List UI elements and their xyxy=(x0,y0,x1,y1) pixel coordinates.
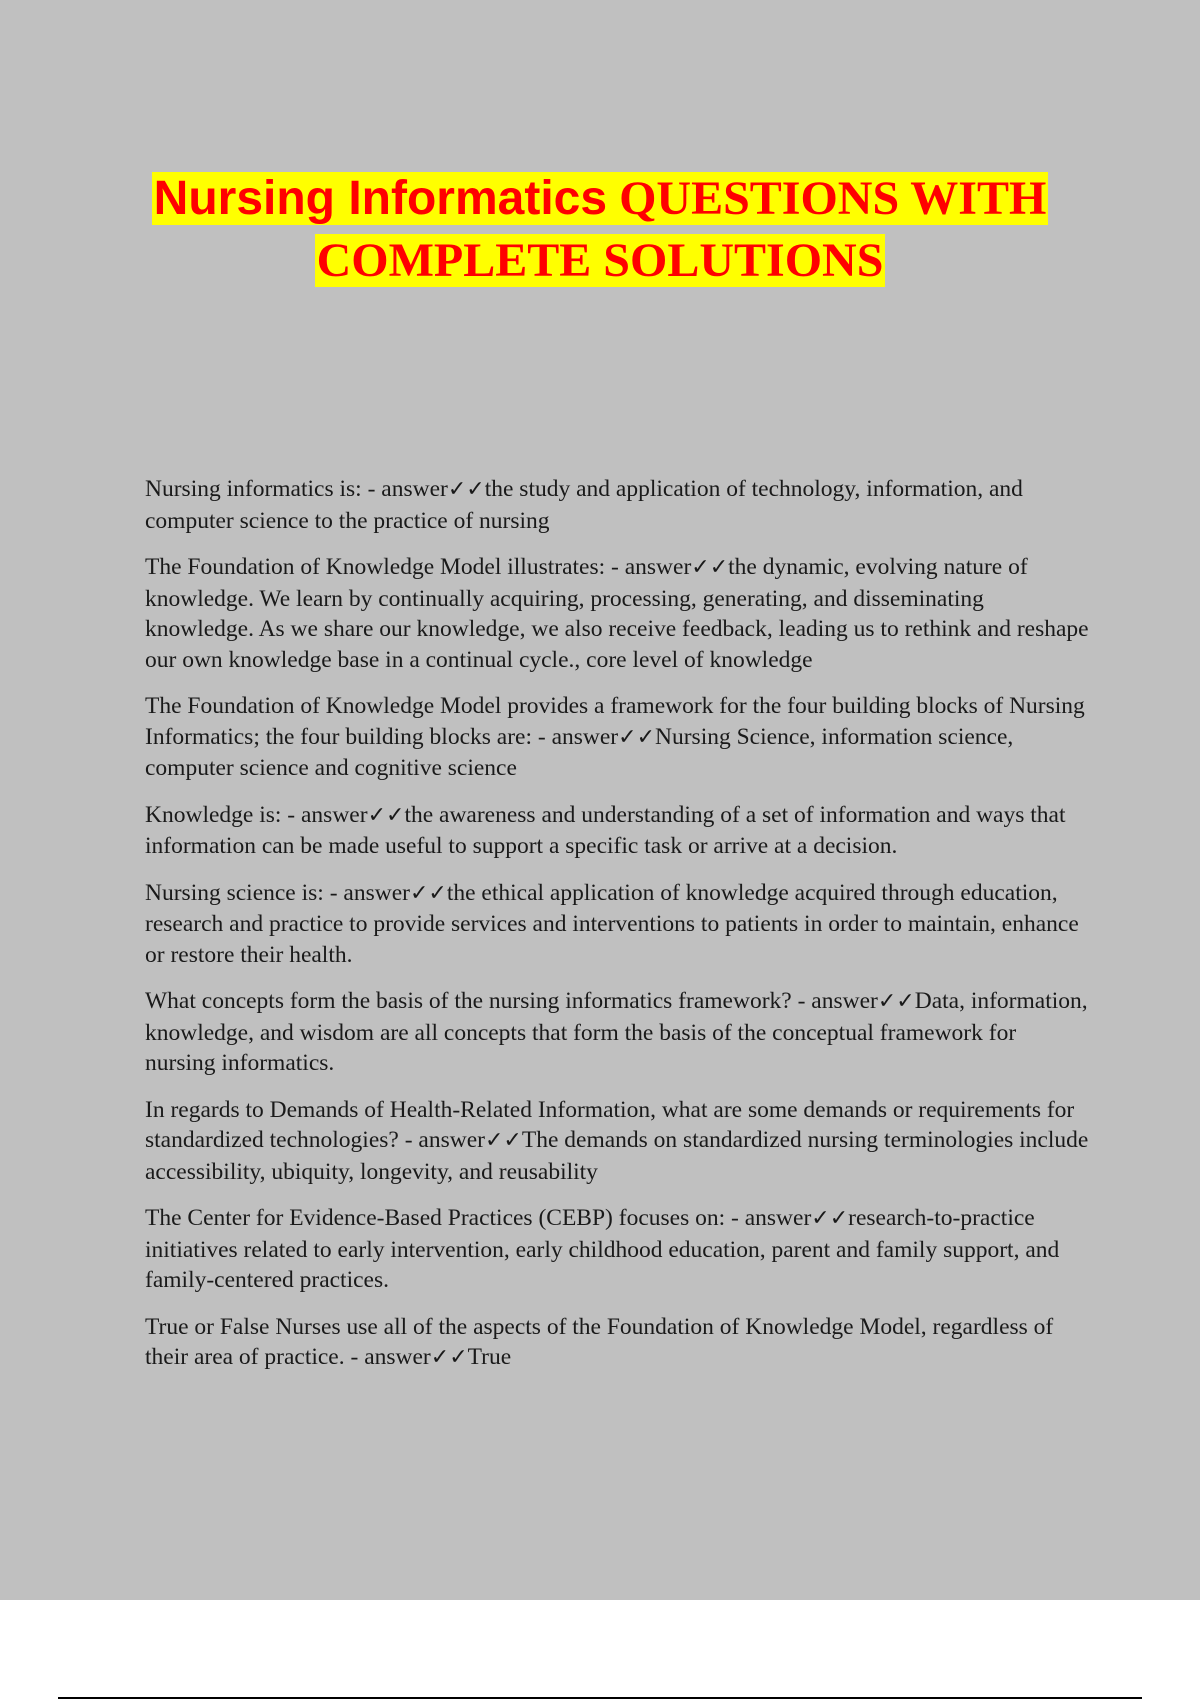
question-text: True or False Nurses use all of the aspects of the Foundation of Knowledge Model, regardless of their area of practice. xyxy=(145,1313,1054,1370)
check-icon: ✓✓ xyxy=(691,555,729,580)
check-icon: ✓✓ xyxy=(877,989,915,1014)
question-text: The Foundation of Knowledge Model illustrates: xyxy=(145,554,606,580)
answer-text: the study and application of technology, information, and computer science to the practice of nursing xyxy=(145,476,1023,534)
check-icon: ✓✓ xyxy=(430,1345,468,1370)
answer-text: the dynamic, evolving nature of knowledge. We learn by continually acquiring, processing, generating, and disseminating knowledge. As we share our knowledge, we also receive feedback, leading us to rethink and reshape our own knowledge base in a continual cycle., core level of knowledge xyxy=(145,554,1089,673)
answer-separator: - answer xyxy=(791,988,878,1014)
answer-separator: - answer xyxy=(605,554,692,580)
qa-item xyxy=(145,1095,1090,1188)
footer-divider xyxy=(58,1697,1142,1699)
answer-separator: - answer xyxy=(361,476,448,502)
question-text: Nursing science is: xyxy=(145,879,324,906)
check-icon: ✓✓ xyxy=(811,1206,849,1231)
check-icon: ✓✓ xyxy=(447,477,485,502)
answer-separator: - answer xyxy=(281,801,368,828)
answer-text: research-to-practice initiatives related to early intervention, early childhood education, parent and family support, and family-centered practices. xyxy=(145,1205,1060,1293)
qa-item xyxy=(145,800,1090,862)
title-line-1 xyxy=(152,172,1049,225)
qa-item xyxy=(145,1312,1090,1374)
qa-item xyxy=(145,986,1090,1079)
answer-text: Data, information, knowledge, and wisdom are all concepts that form the basis of the conceptual framework for nursing informatics. xyxy=(145,988,1088,1076)
qa-item xyxy=(145,1203,1090,1296)
question-text: The Center for Evidence-Based Practices (CEBP) focuses on: xyxy=(145,1205,726,1231)
answer-text: True xyxy=(467,1344,512,1370)
qa-list xyxy=(145,474,1090,1390)
answer-separator: - answer xyxy=(344,1344,431,1370)
question-text: The Foundation of Knowledge Model provides a framework for the four building blocks of Nursing Informatics; the four building blocks are: xyxy=(145,693,1085,750)
check-icon: ✓✓ xyxy=(409,880,447,906)
answer-separator: - answer xyxy=(725,1205,812,1231)
qa-item xyxy=(145,691,1090,784)
document-title xyxy=(0,168,1200,292)
answer-separator: - answer xyxy=(398,1127,485,1153)
question-text: What concepts form the basis of the nursing informatics framework? xyxy=(145,988,792,1014)
check-icon: ✓✓ xyxy=(618,724,656,750)
answer-text: Nursing Science, information science, computer science and cognitive science xyxy=(145,723,1014,781)
title-sans-part: Nursing Informatics xyxy=(153,172,608,225)
answer-text: the awareness and understanding of a set of information and ways that information can be made useful to support a specific task or arrive at a decision. xyxy=(145,801,1066,859)
title-line-2: COMPLETE SOLUTIONS xyxy=(316,234,884,287)
title-serif-part: QUESTIONS WITH xyxy=(619,172,1047,225)
check-icon: ✓✓ xyxy=(367,802,405,828)
question-text: In regards to Demands of Health-Related Information, what are some demands or requirements for standardized technologies? xyxy=(145,1096,1075,1153)
qa-item xyxy=(145,878,1090,971)
qa-item xyxy=(145,474,1090,536)
check-icon: ✓✓ xyxy=(484,1128,522,1153)
answer-text: the ethical application of knowledge acquired through education, research and practice to provide services and interventions to patients in order to maintain, enhance or restore their health. xyxy=(145,879,1079,968)
answer-text: The demands on standardized nursing terminologies include accessibility, ubiquity, longevity, and reusability xyxy=(145,1127,1089,1185)
qa-item xyxy=(145,552,1090,675)
answer-separator: - answer xyxy=(532,723,619,750)
answer-separator: - answer xyxy=(323,879,410,906)
question-text: Nursing informatics is: xyxy=(145,476,362,502)
question-text: Knowledge is: xyxy=(145,801,282,828)
